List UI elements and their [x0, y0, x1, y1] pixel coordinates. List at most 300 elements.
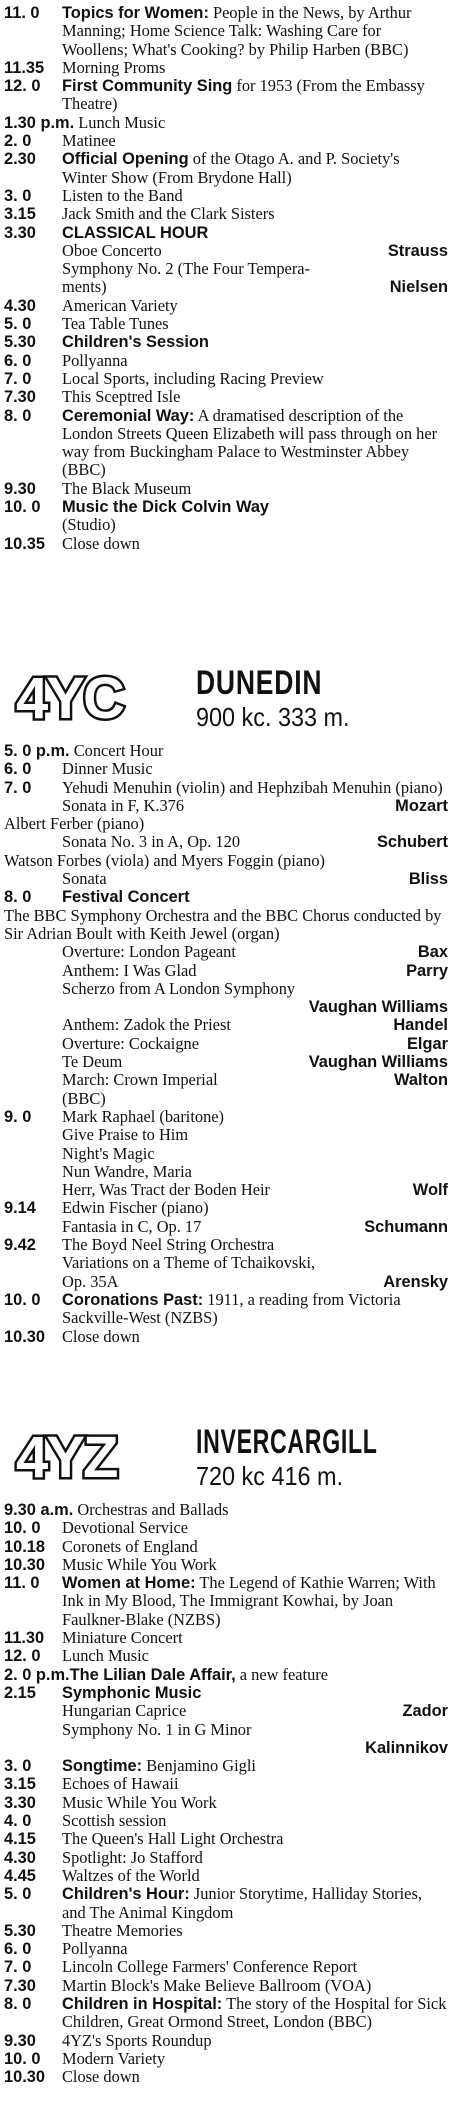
program-text: Waltzes of the World: [62, 1865, 200, 1885]
work-title: Scherzo from A London Symphony: [62, 978, 296, 998]
program-text: Listen to the Band: [62, 185, 183, 205]
program-time: 8. 0: [4, 406, 32, 425]
program-row: [0, 1647, 452, 1665]
work-composer: Strauss: [387, 241, 448, 260]
program-text: Close down: [62, 533, 140, 553]
work-title: Oboe Concerto: [62, 240, 162, 260]
program-entry: [62, 4, 452, 59]
program-row: [0, 1958, 452, 1976]
work-row: [0, 1016, 452, 1034]
work-title: Hungarian Caprice: [62, 1701, 187, 1721]
work-row: [0, 1273, 452, 1291]
program-time: 9.42: [4, 1236, 36, 1255]
work-composer: Schubert: [376, 833, 448, 852]
program-entry: [62, 779, 452, 797]
program-entry: [62, 187, 452, 205]
program-time: 3.30: [4, 223, 36, 242]
item-list: [0, 742, 452, 797]
work-row: [0, 980, 452, 998]
work-row: [0, 1721, 452, 1739]
work-composer: Parry: [406, 961, 448, 980]
section-continued: [0, 4, 452, 553]
work-row: [0, 242, 452, 260]
work-title: Variations on a Theme of Tchaikovski,: [62, 1253, 316, 1273]
program-entry: [62, 516, 452, 534]
program-time: 5.30: [4, 1921, 36, 1940]
work-title: Sonata in F, K.376: [62, 795, 185, 815]
program-entry: [62, 2068, 452, 2086]
program-row: [0, 77, 452, 114]
program-text: Morning Proms: [62, 57, 166, 77]
program-entry: [62, 1940, 452, 1958]
program-time: 6. 0: [4, 1940, 32, 1959]
work-row: [0, 815, 452, 833]
program-time: 10. 0: [4, 2049, 41, 2068]
program-title: First Community Sing: [62, 77, 233, 96]
program-time: 10.30: [4, 2068, 46, 2087]
program-entry: [62, 370, 452, 388]
program-row: [0, 114, 452, 132]
work-composer: Wolf: [412, 1181, 448, 1200]
program-entry: [62, 535, 452, 553]
program-time: 10. 0: [4, 1290, 41, 1309]
work-title: Fantasia in C, Op. 17: [62, 1216, 202, 1236]
program-entry: [62, 407, 452, 480]
program-text: Modern Variety: [62, 2048, 166, 2068]
program-row: [0, 1812, 452, 1830]
program-text: This Sceptred Isle: [62, 387, 181, 407]
work-composer: Schumann: [364, 1217, 448, 1236]
program-time: 7. 0: [4, 1958, 32, 1977]
program-row: [0, 205, 452, 223]
program-title: The Lilian Dale Affair,: [69, 1665, 236, 1684]
work-title: Give Praise to Him: [62, 1125, 189, 1145]
work-row: [0, 1035, 452, 1053]
program-entry: [62, 333, 452, 351]
program-text: American Variety: [62, 295, 178, 315]
program-entry: [62, 2032, 452, 2050]
program-entry: [62, 1812, 452, 1830]
program-time: 9.30 a.m.: [4, 1501, 74, 1519]
program-time: 6. 0: [4, 351, 32, 370]
station-city: DUNEDIN: [196, 664, 323, 702]
program-time: 2.30: [4, 150, 36, 169]
program-entry: [62, 1830, 452, 1848]
program-row: [0, 1757, 452, 1775]
station-logo: [14, 1425, 164, 1485]
work-row: [0, 1126, 452, 1144]
program-entry: [62, 315, 452, 333]
work-title: Albert Ferber (piano): [4, 814, 145, 834]
program-time: 10.35: [4, 534, 46, 553]
program-text: Music While You Work: [62, 1792, 217, 1812]
program-text: The BBC Symphony Orchestra and the BBC Chorus conducted by Sir Adrian Boult with Keith Jewel (organ): [4, 905, 442, 943]
work-row: [0, 797, 452, 815]
program-entry: [62, 1977, 452, 1995]
program-text: The story of the Hospital for Sick Children, Great Ormond Street, London (BBC): [62, 1994, 451, 2032]
program-row: [0, 1666, 452, 1684]
program-entry: [74, 114, 452, 132]
program-time: 10.30: [4, 1327, 46, 1346]
program-text: for 1953 (From the Embassy Theatre): [62, 76, 429, 114]
program-title: Official Opening: [62, 150, 189, 169]
program-text: Tea Table Tunes: [62, 314, 169, 334]
program-time: 8. 0: [4, 888, 32, 907]
program-title: Ceremonial Way:: [62, 406, 195, 425]
section-4yz: [0, 1417, 452, 2087]
program-entry: [62, 1556, 452, 1574]
item-list-2: [0, 1757, 452, 2086]
program-text: (Studio): [62, 515, 116, 535]
program-text: Concert Hour: [69, 741, 164, 760]
program-row: [0, 1236, 452, 1254]
work-row: [0, 1090, 452, 1108]
program-time: 4.15: [4, 1830, 36, 1849]
program-row: [0, 1556, 452, 1574]
program-entry: [62, 2050, 452, 2068]
work-title: Nun Wandre, Maria: [62, 1161, 192, 1181]
work-composer: Bliss: [408, 870, 448, 889]
program-row: [0, 59, 452, 77]
program-entry: [62, 498, 452, 516]
program-text: 4YZ's Sports Roundup: [62, 2030, 212, 2050]
program-text: Music While You Work: [62, 1554, 217, 1574]
program-row: [0, 333, 452, 351]
program-text: Jack Smith and the Clark Sisters: [62, 204, 275, 224]
svg-text:4YC: 4YC: [16, 666, 123, 726]
program-row: [0, 1775, 452, 1793]
program-entry: [62, 352, 452, 370]
item-list-2: [0, 297, 452, 553]
program-entry: [62, 760, 452, 778]
program-row: [0, 1574, 452, 1629]
program-row: [0, 297, 452, 315]
program-entry: [62, 224, 452, 242]
program-title: Children in Hospital:: [62, 1995, 223, 2014]
work-composer: Vaughan Williams: [308, 1053, 448, 1072]
work-title: Op. 35A: [62, 1271, 119, 1291]
program-time: 11.35: [4, 58, 45, 77]
program-entry: [62, 1922, 452, 1940]
station-frequency: 720 kc 416 m.: [196, 1461, 343, 1491]
work-title: March: Crown Imperial: [62, 1070, 218, 1090]
program-text: Yehudi Menuhin (violin) and Hephzibah Menuhin (piano): [62, 777, 443, 797]
program-entry: [70, 742, 452, 760]
program-row: [0, 1794, 452, 1812]
work-composer: Elgar: [407, 1034, 448, 1053]
program-entry: [62, 1849, 452, 1867]
program-text: Junior Storytime, Halliday Stories, and The Animal Kingdom: [62, 1884, 427, 1922]
program-entry: [62, 59, 452, 77]
program-title: Children's Session: [62, 333, 209, 352]
program-title: Songtime:: [62, 1757, 143, 1776]
program-text: Close down: [62, 2067, 140, 2087]
program-row: [0, 1629, 452, 1647]
program-entry: [62, 1328, 452, 1346]
program-row: [0, 370, 452, 388]
work-title: Sonata No. 3 in A, Op. 120: [62, 832, 241, 852]
program-entry: [62, 1958, 452, 1976]
program-row: [0, 1519, 452, 1537]
program-entry: [62, 1867, 452, 1885]
work-composer: Walton: [393, 1071, 448, 1090]
program-time: 12. 0: [4, 77, 41, 96]
program-entry: [62, 1647, 452, 1665]
program-row: [0, 888, 452, 906]
station-header: [0, 664, 452, 736]
work-composer: Nielsen: [389, 278, 448, 297]
work-row: [0, 870, 452, 888]
program-row: [0, 388, 452, 406]
program-title: Coronations Past:: [62, 1290, 204, 1309]
program-time: 2. 0 p.m.: [4, 1665, 70, 1684]
work-title: Symphony No. 2 (The Four Tempera-: [62, 259, 311, 279]
program-row: [0, 498, 452, 516]
program-text: Spotlight: Jo Stafford: [62, 1847, 203, 1867]
work-composer: Arensky: [383, 1272, 448, 1291]
program-entry: [62, 205, 452, 223]
program-text: The Boyd Neel String Orchestra: [62, 1235, 275, 1255]
work-composer: Zador: [402, 1702, 448, 1721]
program-row: [0, 1995, 452, 2032]
program-time: 7.30: [4, 1976, 36, 1995]
work-row: [0, 1163, 452, 1181]
program-time: 10.18: [4, 1537, 46, 1556]
program-row: [0, 1501, 452, 1519]
works-list: [0, 1126, 452, 1199]
program-time: 3.30: [4, 1793, 36, 1812]
program-text: Orchestras and Ballads: [73, 1500, 229, 1519]
work-row: [0, 998, 452, 1016]
item-list: [0, 4, 452, 242]
work-title: Overture: London Pageant: [62, 942, 236, 962]
program-text: Matinee: [62, 131, 116, 151]
work-title: Anthem: Zadok the Priest: [62, 1015, 231, 1035]
program-entry: [62, 388, 452, 406]
program-row: [0, 4, 452, 59]
program-entry: [62, 1885, 452, 1922]
program-entry: [62, 480, 452, 498]
program-time: 9. 0: [4, 1107, 32, 1126]
work-row: [0, 1739, 452, 1757]
program-text: The Black Museum: [62, 478, 192, 498]
work-row: [0, 1254, 452, 1272]
program-time: 2.15: [4, 1683, 36, 1702]
program-time: 4. 0: [4, 1812, 32, 1831]
work-title: ments): [62, 277, 107, 297]
program-text: Lincoln College Farmers' Conference Report: [62, 1957, 358, 1977]
program-entry: [62, 1684, 452, 1702]
program-text: Local Sports, including Racing Preview: [62, 368, 324, 388]
program-row: [0, 2032, 452, 2050]
program-time: 9.14: [4, 1199, 36, 1218]
work-composer: Handel: [393, 1016, 448, 1035]
program-text: Devotional Service: [62, 1518, 189, 1538]
program-title: Topics for Women:: [62, 4, 209, 22]
program-row: [0, 1199, 452, 1217]
work-title: Symphony No. 1 in G Minor: [62, 1719, 252, 1739]
program-text: Edwin Fischer (piano): [62, 1198, 209, 1218]
program-text: Theatre Memories: [62, 1920, 183, 1940]
program-text: Close down: [62, 1326, 140, 1346]
program-row: [0, 1922, 452, 1940]
section-4yc: [0, 658, 452, 1346]
program-time: 4.45: [4, 1866, 36, 1885]
program-time: 5. 0: [4, 315, 32, 334]
item-list: [0, 1291, 452, 1346]
program-entry: [62, 150, 452, 187]
program-row: [0, 1684, 452, 1702]
work-composer: Vaughan Williams: [308, 998, 448, 1017]
works-list: [0, 1702, 452, 1757]
program-title: Music the Dick Colvin Way: [62, 498, 270, 517]
program-time: 5. 0 p.m.: [4, 742, 70, 760]
program-text: a new feature: [235, 1664, 329, 1684]
program-entry: [62, 77, 452, 114]
program-entry: [62, 1574, 452, 1629]
program-row: [0, 516, 452, 534]
program-title: Festival Concert: [62, 888, 190, 907]
program-row: [0, 352, 452, 370]
program-row: [0, 1885, 452, 1922]
work-title: Te Deum: [62, 1052, 123, 1072]
work-row: [0, 833, 452, 851]
svg-text:4YZ: 4YZ: [16, 1425, 117, 1485]
program-time: 6. 0: [4, 760, 32, 779]
program-row: [0, 1867, 452, 1885]
program-time: 11. 0: [4, 1574, 40, 1593]
program-time: 9.30: [4, 2031, 36, 2050]
work-composer: Bax: [417, 943, 448, 962]
program-time: 3.15: [4, 205, 36, 224]
program-text: Lunch Music: [74, 112, 166, 132]
program-time: 1.30 p.m.: [4, 113, 75, 132]
program-row: [0, 2050, 452, 2068]
program-time: 3. 0: [4, 1757, 32, 1776]
program-row: [0, 132, 452, 150]
work-composer: Kalinnikov: [365, 1738, 448, 1757]
program-row: [0, 1328, 452, 1346]
program-title: Women at Home:: [62, 1574, 196, 1593]
station-city: INVERCARGILL: [196, 1423, 378, 1461]
program-text: Echoes of Hawaii: [62, 1774, 179, 1794]
program-time: 3. 0: [4, 186, 32, 205]
program-time: 8. 0: [4, 1995, 32, 2014]
classical-works: [0, 242, 452, 297]
program-row: [0, 480, 452, 498]
program-time: 2. 0: [4, 132, 32, 151]
work-row: [0, 962, 452, 980]
program-row: [0, 779, 452, 797]
works-list: [0, 943, 452, 1108]
station-frequency: 900 kc. 333 m.: [196, 702, 350, 732]
work-row: [0, 1145, 452, 1163]
program-row: [0, 1830, 452, 1848]
program-row: [0, 1977, 452, 1995]
program-time: 10.30: [4, 1555, 46, 1574]
work-row: [0, 852, 452, 870]
program-time: 5.30: [4, 333, 36, 352]
program-row: [0, 1538, 452, 1556]
program-text: Dinner Music: [62, 759, 153, 779]
program-time: 4.30: [4, 296, 36, 315]
work-title: Sonata: [62, 869, 107, 889]
program-text: Martin Block's Make Believe Ballroom (VOA): [62, 1975, 372, 1995]
work-title: (BBC): [62, 1088, 106, 1108]
item-list: [0, 1501, 452, 1702]
station-header: [0, 1423, 452, 1495]
program-row: [0, 1108, 452, 1126]
program-entry: [62, 1757, 452, 1775]
program-text: Coronets of England: [62, 1536, 198, 1556]
program-entry: [62, 1519, 452, 1537]
work-row: [0, 1053, 452, 1071]
program-row: [0, 187, 452, 205]
program-text: of the Otago A. and P. Society's Winter Show (From Brydone Hall): [62, 149, 404, 187]
work-composer: Mozart: [395, 796, 448, 815]
program-text: 1911, a reading from Victoria Sackville-West (NZBS): [62, 1289, 405, 1328]
work-row: [0, 943, 452, 961]
program-title: CLASSICAL HOUR: [62, 223, 209, 242]
work-row: [0, 1071, 452, 1089]
work-title: Night's Magic: [62, 1143, 155, 1163]
work-row: [0, 278, 452, 296]
program-time: 5. 0: [4, 1885, 32, 1904]
program-text: Mark Raphael (baritone): [62, 1106, 225, 1126]
program-text: Miniature Concert: [62, 1628, 183, 1648]
program-text: Pollyanna: [62, 350, 128, 370]
work-row: [0, 1218, 452, 1236]
program-row: [0, 315, 452, 333]
program-time: 7.30: [4, 388, 36, 407]
program-entry: [62, 1629, 452, 1647]
program-row: [0, 760, 452, 778]
work-row: [0, 260, 452, 278]
works-list: [0, 1254, 452, 1291]
program-text: Scottish session: [62, 1811, 167, 1831]
program-row: [0, 1849, 452, 1867]
program-entry: [62, 1794, 452, 1812]
program-text: Lunch Music: [62, 1646, 149, 1666]
program-time: 3.15: [4, 1775, 36, 1794]
program-text: The Queen's Hall Light Orchestra: [62, 1829, 284, 1849]
work-title: Watson Forbes (viola) and Myers Foggin (piano): [4, 850, 325, 870]
program-row: [0, 742, 452, 760]
program-time: 10. 0: [4, 498, 41, 517]
works-list: [0, 797, 452, 888]
program-time: 7. 0: [4, 369, 32, 388]
work-title: Overture: Cockaigne: [62, 1033, 199, 1053]
program-entry: [62, 132, 452, 150]
program-row: [0, 224, 452, 242]
program-text: People in the News, by Arthur Manning; Home Science Talk: Washing Care for Woollens; What's Cooking? by Philip Harben (BBC): [62, 3, 416, 59]
program-entry: [62, 297, 452, 315]
program-time: 10. 0: [4, 1519, 41, 1538]
program-time: 12. 0: [4, 1647, 41, 1666]
work-row: [0, 1181, 452, 1199]
program-entry: [62, 1538, 452, 1556]
program-time: 11.30: [4, 1629, 45, 1648]
program-entry: [62, 1291, 452, 1328]
program-entry: [62, 1775, 452, 1793]
program-row: [0, 150, 452, 187]
program-text: Pollyanna: [62, 1939, 128, 1959]
program-time: 4.30: [4, 1848, 36, 1867]
program-row: [0, 2068, 452, 2086]
program-row: [0, 407, 452, 480]
program-time: 11. 0: [4, 4, 40, 22]
program-text: The Legend of Kathie Warren; With Ink in My Blood, The Immigrant Kowhai, by Joan Faulkner-Blake (NZBS): [62, 1573, 440, 1629]
